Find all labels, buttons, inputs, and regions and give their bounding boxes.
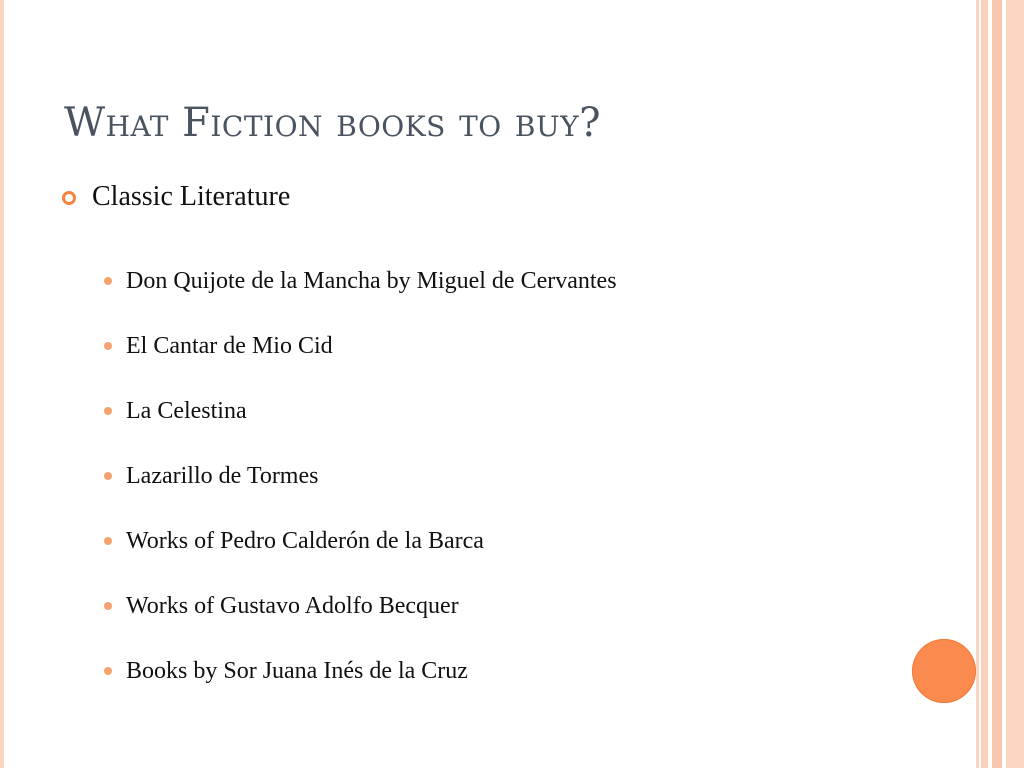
list-item: [104, 459, 617, 524]
frame-stripe: [1006, 0, 1024, 768]
bullet-dot-icon: [104, 537, 112, 545]
list-item-label: Books by Sor Juana Inés de la Cruz: [126, 658, 468, 684]
list-item-label: Works of Pedro Calderón de la Barca: [126, 528, 484, 554]
bullet-dot-icon: [104, 342, 112, 350]
list-item: [104, 589, 617, 654]
list-item: [104, 394, 617, 459]
book-list: [104, 264, 617, 719]
section-label: Classic Literature: [92, 181, 291, 212]
list-item-label: La Celestina: [126, 398, 247, 424]
list-item: [104, 654, 617, 719]
frame-stripe: [992, 0, 1002, 768]
bullet-dot-icon: [104, 407, 112, 415]
list-item: [104, 329, 617, 394]
frame-stripe: [981, 0, 988, 768]
list-item-label: Lazarillo de Tormes: [126, 463, 319, 489]
frame-right-stripes: [976, 0, 1024, 768]
bullet-dot-icon: [104, 277, 112, 285]
frame-left-border: [0, 0, 4, 768]
bullet-dot-icon: [104, 602, 112, 610]
list-item-label: El Cantar de Mio Cid: [126, 333, 333, 359]
ring-bullet-icon: [62, 191, 76, 205]
list-item: [104, 524, 617, 589]
section-heading: [62, 181, 290, 213]
bullet-dot-icon: [104, 472, 112, 480]
list-item: [104, 264, 617, 329]
list-item-label: Don Quijote de la Mancha by Miguel de Cervantes: [126, 268, 617, 294]
decorative-circle: [912, 639, 976, 703]
list-item-label: Works of Gustavo Adolfo Becquer: [126, 593, 459, 619]
slide-title: What Fiction books to buy?: [64, 100, 602, 146]
bullet-dot-icon: [104, 667, 112, 675]
